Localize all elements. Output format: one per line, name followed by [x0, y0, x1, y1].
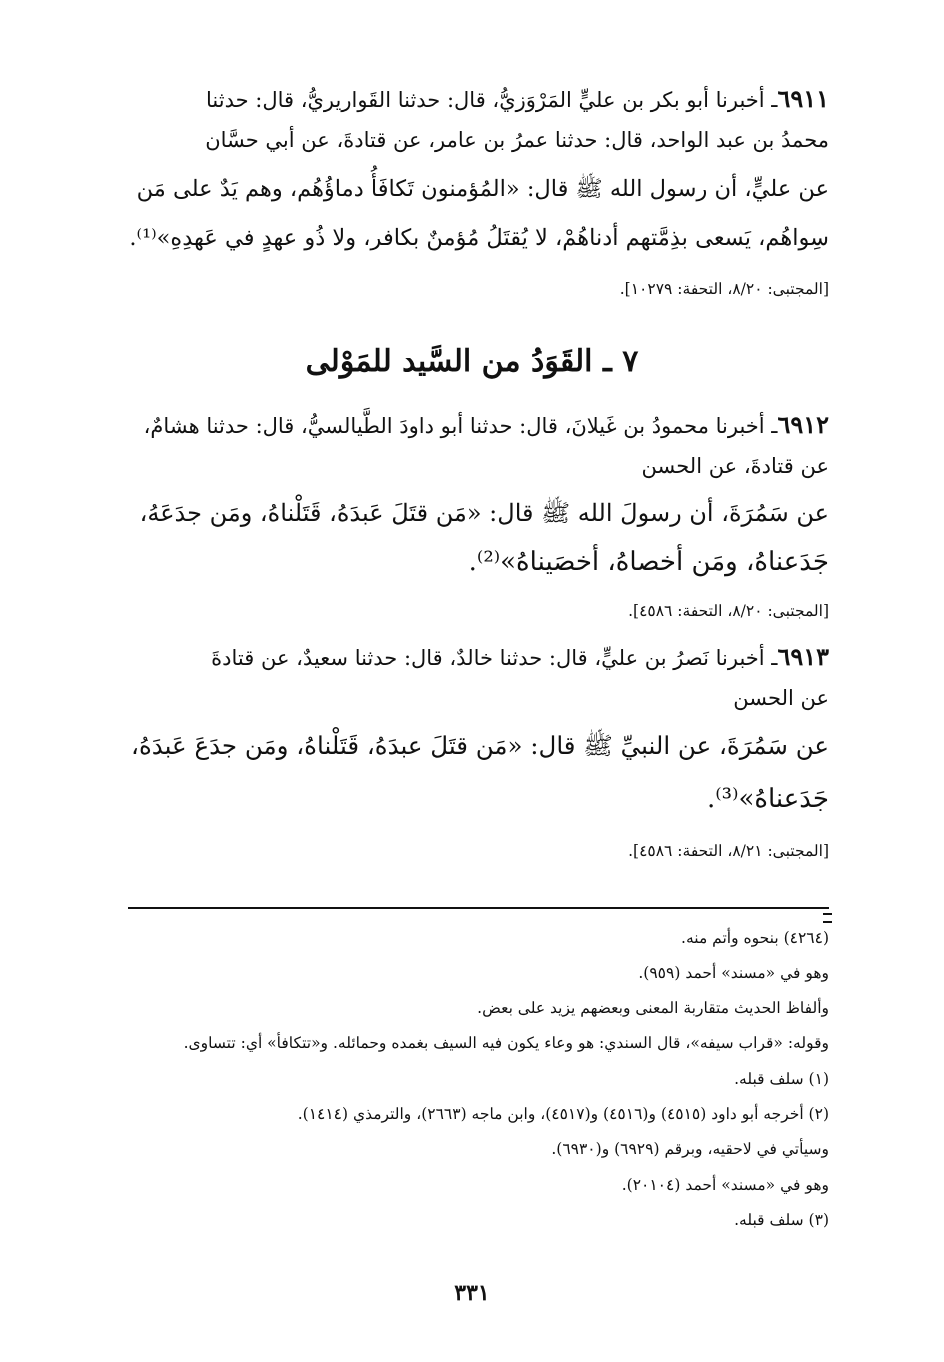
- entry-6911-matn-line-2: سِواهُم، يَسعى بذِمَّتهم أدناهُمْ، لا يُقتَلُ مُؤمنٌ بكافر، ولا ذُو عهدٍ في عَهدِهِ»⁽¹⁾.: [129, 225, 829, 251]
- entry-6913-matn-line-1: عن سَمُرَةَ، عن النبيِّ ﷺ قال: «مَن قتَلَ عبدَهُ، قَتَلْناهُ، ومَن جدَعَ عَبدَهُ،: [131, 731, 829, 760]
- hadith-number: ٦٩١٣: [777, 642, 829, 671]
- footnote-separator: [128, 907, 829, 909]
- entry-6913-isnad-line-2: عن الحسن: [733, 686, 829, 710]
- footnote-line: (٤٢٦٤) بنحوه وأتم منه.: [681, 929, 829, 947]
- entry-6912-isnad-line-2: عن قتادةَ، عن الحسن: [641, 454, 829, 478]
- entry-6913-reference: [المجتبى: ٨/٢١، التحفة: ٤٥٨٦].: [628, 842, 829, 860]
- hadith-number: ٦٩١٢: [777, 410, 829, 439]
- footnote-line: وقوله: «قراب سيفه»، قال السندي: هو وعاء يكون فيه السيف بغمده وحمائله. و«تتكافأ» أي: تتساوى.: [183, 1034, 829, 1052]
- entry-6913-matn-line-2: جَدَعناهُ»⁽³⁾.: [706, 784, 829, 814]
- entry-6912-matn-line-2: جَدَعناهُ، ومَن أخصاهُ، أخصَيناهُ»⁽²⁾.: [468, 547, 829, 577]
- entry-6912-matn-line-1: عن سَمُرَةَ، أن رسولَ الله ﷺ قال: «مَن قتَلَ عَبدَهُ، قَتَلْناهُ، ومَن جدَعَهُ،: [139, 499, 829, 527]
- continuation-mark: [823, 913, 832, 923]
- footnote-2: (٢) أخرجه أبو داود (٤٥١٥) و(٤٥١٦) و(٤٥١٧)، وابن ماجه (٢٦٦٣)، والترمذي (١٤١٤).: [297, 1105, 829, 1123]
- entry-6911-isnad-line-2: محمدُ بن عبد الواحد، قال: حدثنا عمرُ بن عامر، عن قتادةَ، عن أبي حسَّان: [205, 128, 829, 152]
- footnote-3: (٣) سلف قبله.: [734, 1211, 829, 1229]
- footnote-line: وألفاظ الحديث متقاربة المعنى وبعضهم يزيد على بعض.: [477, 999, 829, 1017]
- footnote-line: وهو في «مسند» أحمد (٢٠١٠٤).: [621, 1176, 829, 1194]
- entry-6913-isnad-line-1: ٦٩١٣ـ أخبرنا نَصرُ بن عليٍّ، قال: حدثنا خالدٌ، قال: حدثنا سعيدٌ، عن قتادةَ: [211, 642, 829, 671]
- footnote-line: وسيأتي في لاحقيه، وبرقم (٦٩٢٩) و(٦٩٣٠).: [551, 1140, 829, 1158]
- entry-6911-matn-line-1: عن عليٍّ، أن رسول الله ﷺ قال: «المُؤمنون تَكافَأُ دماؤُهُم، وهم يَدٌ على مَن: [136, 176, 829, 202]
- footnote-line: وهو في «مسند» أحمد (٩٥٩).: [638, 964, 829, 982]
- entry-6912-reference: [المجتبى: ٨/٢٠، التحفة: ٤٥٨٦].: [628, 602, 829, 620]
- footnote-1: (١) سلف قبله.: [734, 1070, 829, 1088]
- hadith-number: ٦٩١١: [777, 84, 829, 113]
- page-number: ٣٣١: [454, 1280, 490, 1306]
- entry-6911-reference: [المجتبى: ٨/٢٠، التحفة: ١٠٢٧٩].: [619, 280, 829, 298]
- chapter-heading: ٧ ـ القَوَدُ من السَّيد للمَوْلى: [305, 344, 639, 379]
- entry-6911-isnad-line-1: ٦٩١١ـ أخبرنا أبو بكر بن عليٍّ المَرْوَزيُّ، قال: حدثنا القَواريريُّ، قال: حدثنا: [206, 84, 829, 113]
- entry-6912-isnad-line-1: ٦٩١٢ـ أخبرنا محمودُ بن غَيلانَ، قال: حدثنا أبو داودَ الطَّيالسيُّ، قال: حدثنا هشامٌ،: [143, 410, 829, 439]
